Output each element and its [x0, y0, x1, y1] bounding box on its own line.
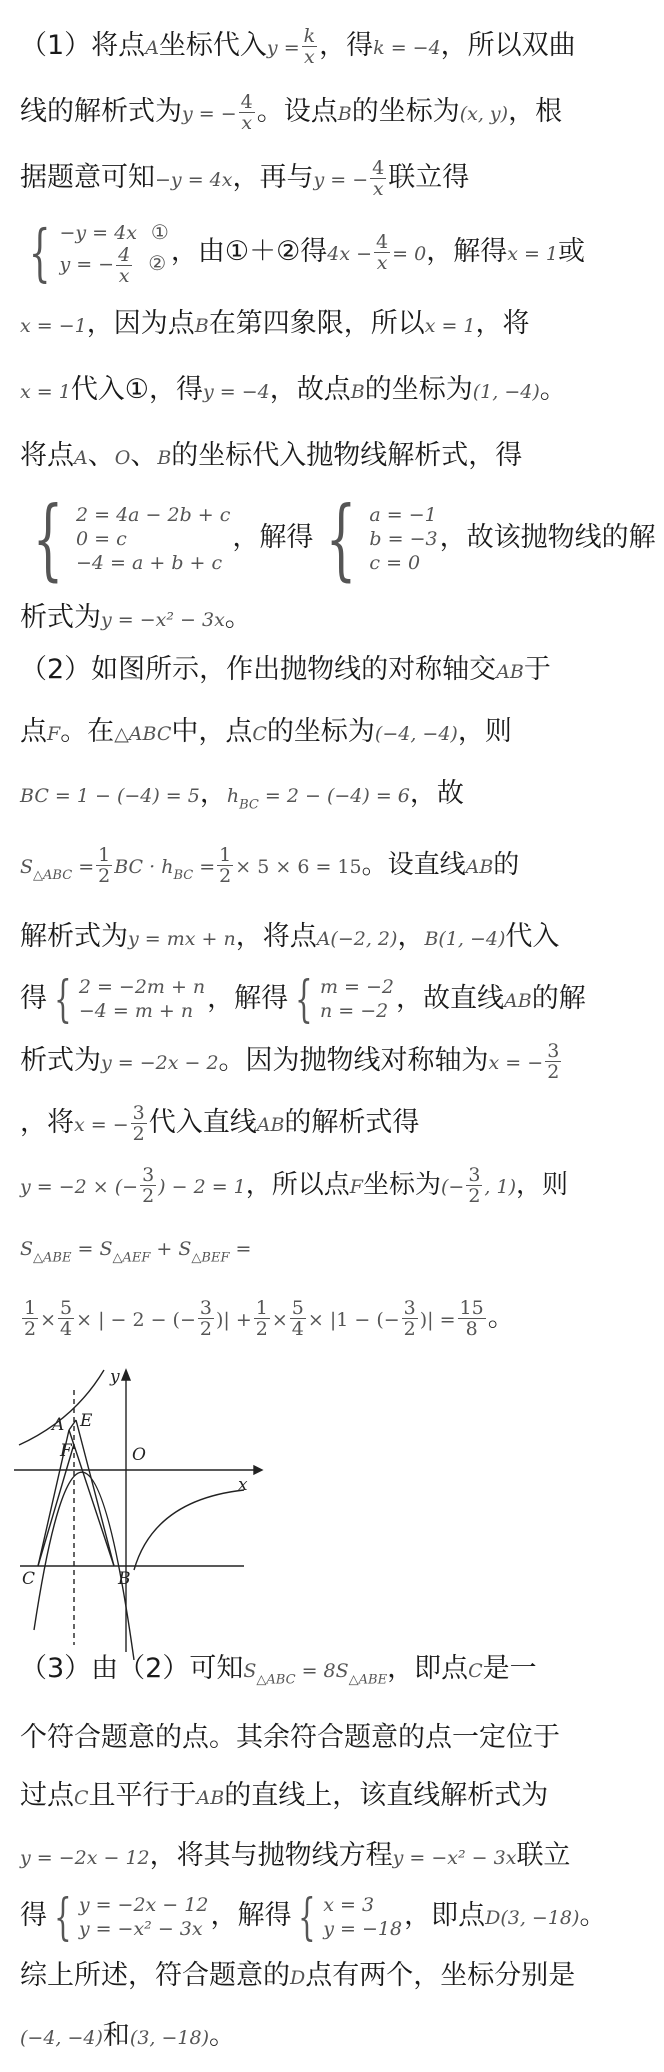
part3-line-3: 过点C且平行于AB的直线上，该直线解析式为 [20, 1780, 549, 1812]
part2-block [20, 640, 650, 1350]
fraction: $\frac{4}{x}$ [240, 91, 253, 134]
part2-line-1: （2）如图所示，作出抛物线的对称轴交AB于 [20, 654, 551, 685]
label-y: y [110, 1367, 120, 1387]
part3-line-1: （3）由（2）可知$S_{\triangle ABC} = 8S_{\triangle ABE}$，即点C是一 [20, 1653, 537, 1688]
part2-line-8: ，将x = − $\frac{3}{2}$ 代入直线AB的解析式得 [20, 1101, 420, 1145]
part3-line-4: y = −2x − 12，将其与抛物线方程y = −x² − 3x联立 [20, 1840, 571, 1872]
part1-line-9: 析式为y = −x² − 3x。 [20, 602, 252, 633]
part1-line-5: x = −1，因为点B在第四象限，所以x = 1，将 [20, 308, 530, 339]
part2-line-5: 解析式为y = mx + n，将点A(−2, 2)，B(1, −4)代入 [20, 920, 560, 952]
part3-line-6: 综上所述，符合题意的D点有两个，坐标分别是 [20, 1960, 576, 1992]
part1-line-8: { 2 = 4a − 2b + c 0 = c −4 = a + b + c ，解得 { a = −1 b = −3 c = 0 ，故该抛物线的解 [20, 490, 650, 586]
part1-line-2: 线的解析式为y = − $\frac{4}{x}$ 。设点B的坐标为(x, y)，根 [20, 91, 563, 134]
y-axis-arrow [122, 1370, 130, 1380]
equation-system: { 2 = 4a − 2b + c 0 = c −4 = a + b + c [32, 486, 231, 590]
line-ae [69, 1420, 76, 1430]
part1-line-4: { −y = 4x ① y = − $\frac{4}{x}$ ② ，由①＋②得4x − $\frac{4}{x}$ = 0，解得x = 1或 [20, 212, 650, 292]
equation-system: { y = −2x − 12 y = −x² − 3x [54, 1887, 209, 1946]
part3-block [20, 1640, 650, 2067]
label-b: B [118, 1569, 131, 1589]
line-eb [76, 1420, 114, 1566]
part2-line-4: $S_{\triangle ABC}$ = $\frac{1}{2}$ BC · $h_{BC}$ = $\frac{1}{2}$ × 5 × 6 = 15。设直线AB的 [20, 844, 520, 888]
solution-system: { m = −2 n = −2 [295, 970, 395, 1029]
part2-line-11: $\frac{1}{2}$ × $\frac{5}{4}$ × | − 2 − (− $\frac{3}{2}$ )| + $\frac{1}{2}$ × $\frac{5}{4}$ × |1 − (− $\frac{3}{2}$ )| = $\frac{15}{8}$ 。 [24, 1296, 515, 1340]
hyperbola-right [134, 1490, 244, 1570]
fraction: $\frac{k}{x}$ [303, 25, 316, 68]
equation-system: { −y = 4x ① y = − $\frac{4}{x}$ ② [28, 215, 169, 289]
label-x: x [238, 1475, 248, 1495]
part2-line-3: BC = 1 − (−4) = 5，$h_{BC} = 2 - (-4) = 6$，故 [20, 778, 464, 813]
part3-line-7: (−4, −4)和(3, −18)。 [20, 2020, 237, 2052]
part1-block [20, 14, 656, 652]
line-ab [69, 1430, 114, 1566]
fraction: $\frac{4}{x}$ [376, 231, 389, 274]
part2-line-6: 得 { 2 = −2m + n −4 = m + n ，解得 { m = −2 n = −2 ，故直线AB的解 [20, 970, 586, 1029]
part2-line-2: 点F。在△ABC中，点C的坐标为(−4, −4)，则 [20, 716, 512, 747]
part2-line-9: y = −2 × (− $\frac{3}{2}$ ) − 2 = 1，所以点F坐标为(− $\frac{3}{2}$ , 1)，则 [20, 1163, 569, 1207]
part2-line-10: $S_{\triangle ABE} = S_{\triangle AEF} + S_{\triangle BEF}$ = [20, 1237, 252, 1265]
part1-line-3: 据题意可知−y = 4x，再与y = − $\frac{4}{x}$ 联立得 [20, 157, 470, 200]
x-axis-arrow [254, 1466, 262, 1474]
graph-figure [14, 1360, 264, 1660]
label-f: F [60, 1441, 72, 1461]
part1-line-7: 将点A、O、B的坐标代入抛物线解析式，得 [20, 440, 523, 471]
solution-system: { a = −1 b = −3 c = 0 [326, 486, 438, 590]
equation-system: { 2 = −2m + n −4 = m + n [54, 970, 206, 1029]
line-cf [38, 1444, 74, 1566]
label-a: A [52, 1415, 65, 1435]
part3-line-5: 得 { y = −2x − 12 y = −x² − 3x ，解得 { x = 3 y = −18 ，即点D(3, −18)。 [20, 1887, 607, 1946]
solution-system: { x = 3 y = −18 [298, 1887, 403, 1946]
part1-line-1: （1）将点A坐标代入y = $\frac{k}{x}$ ，得k = −4，所以双曲 [20, 25, 576, 68]
label-e: E [80, 1411, 93, 1431]
fraction: $\frac{4}{x}$ [372, 157, 385, 200]
label-o: O [132, 1445, 146, 1465]
label-c: C [22, 1569, 36, 1589]
part2-line-7: 析式为y = −2x − 2。因为抛物线对称轴为x = − $\frac{3}{2}$ [20, 1039, 560, 1083]
part1-line-6: x = 1代入①，得y = −4，故点B的坐标为(1, −4)。 [20, 374, 567, 405]
part3-line-2: 个符合题意的点。其余符合题意的点一定位于 [20, 1722, 560, 1754]
